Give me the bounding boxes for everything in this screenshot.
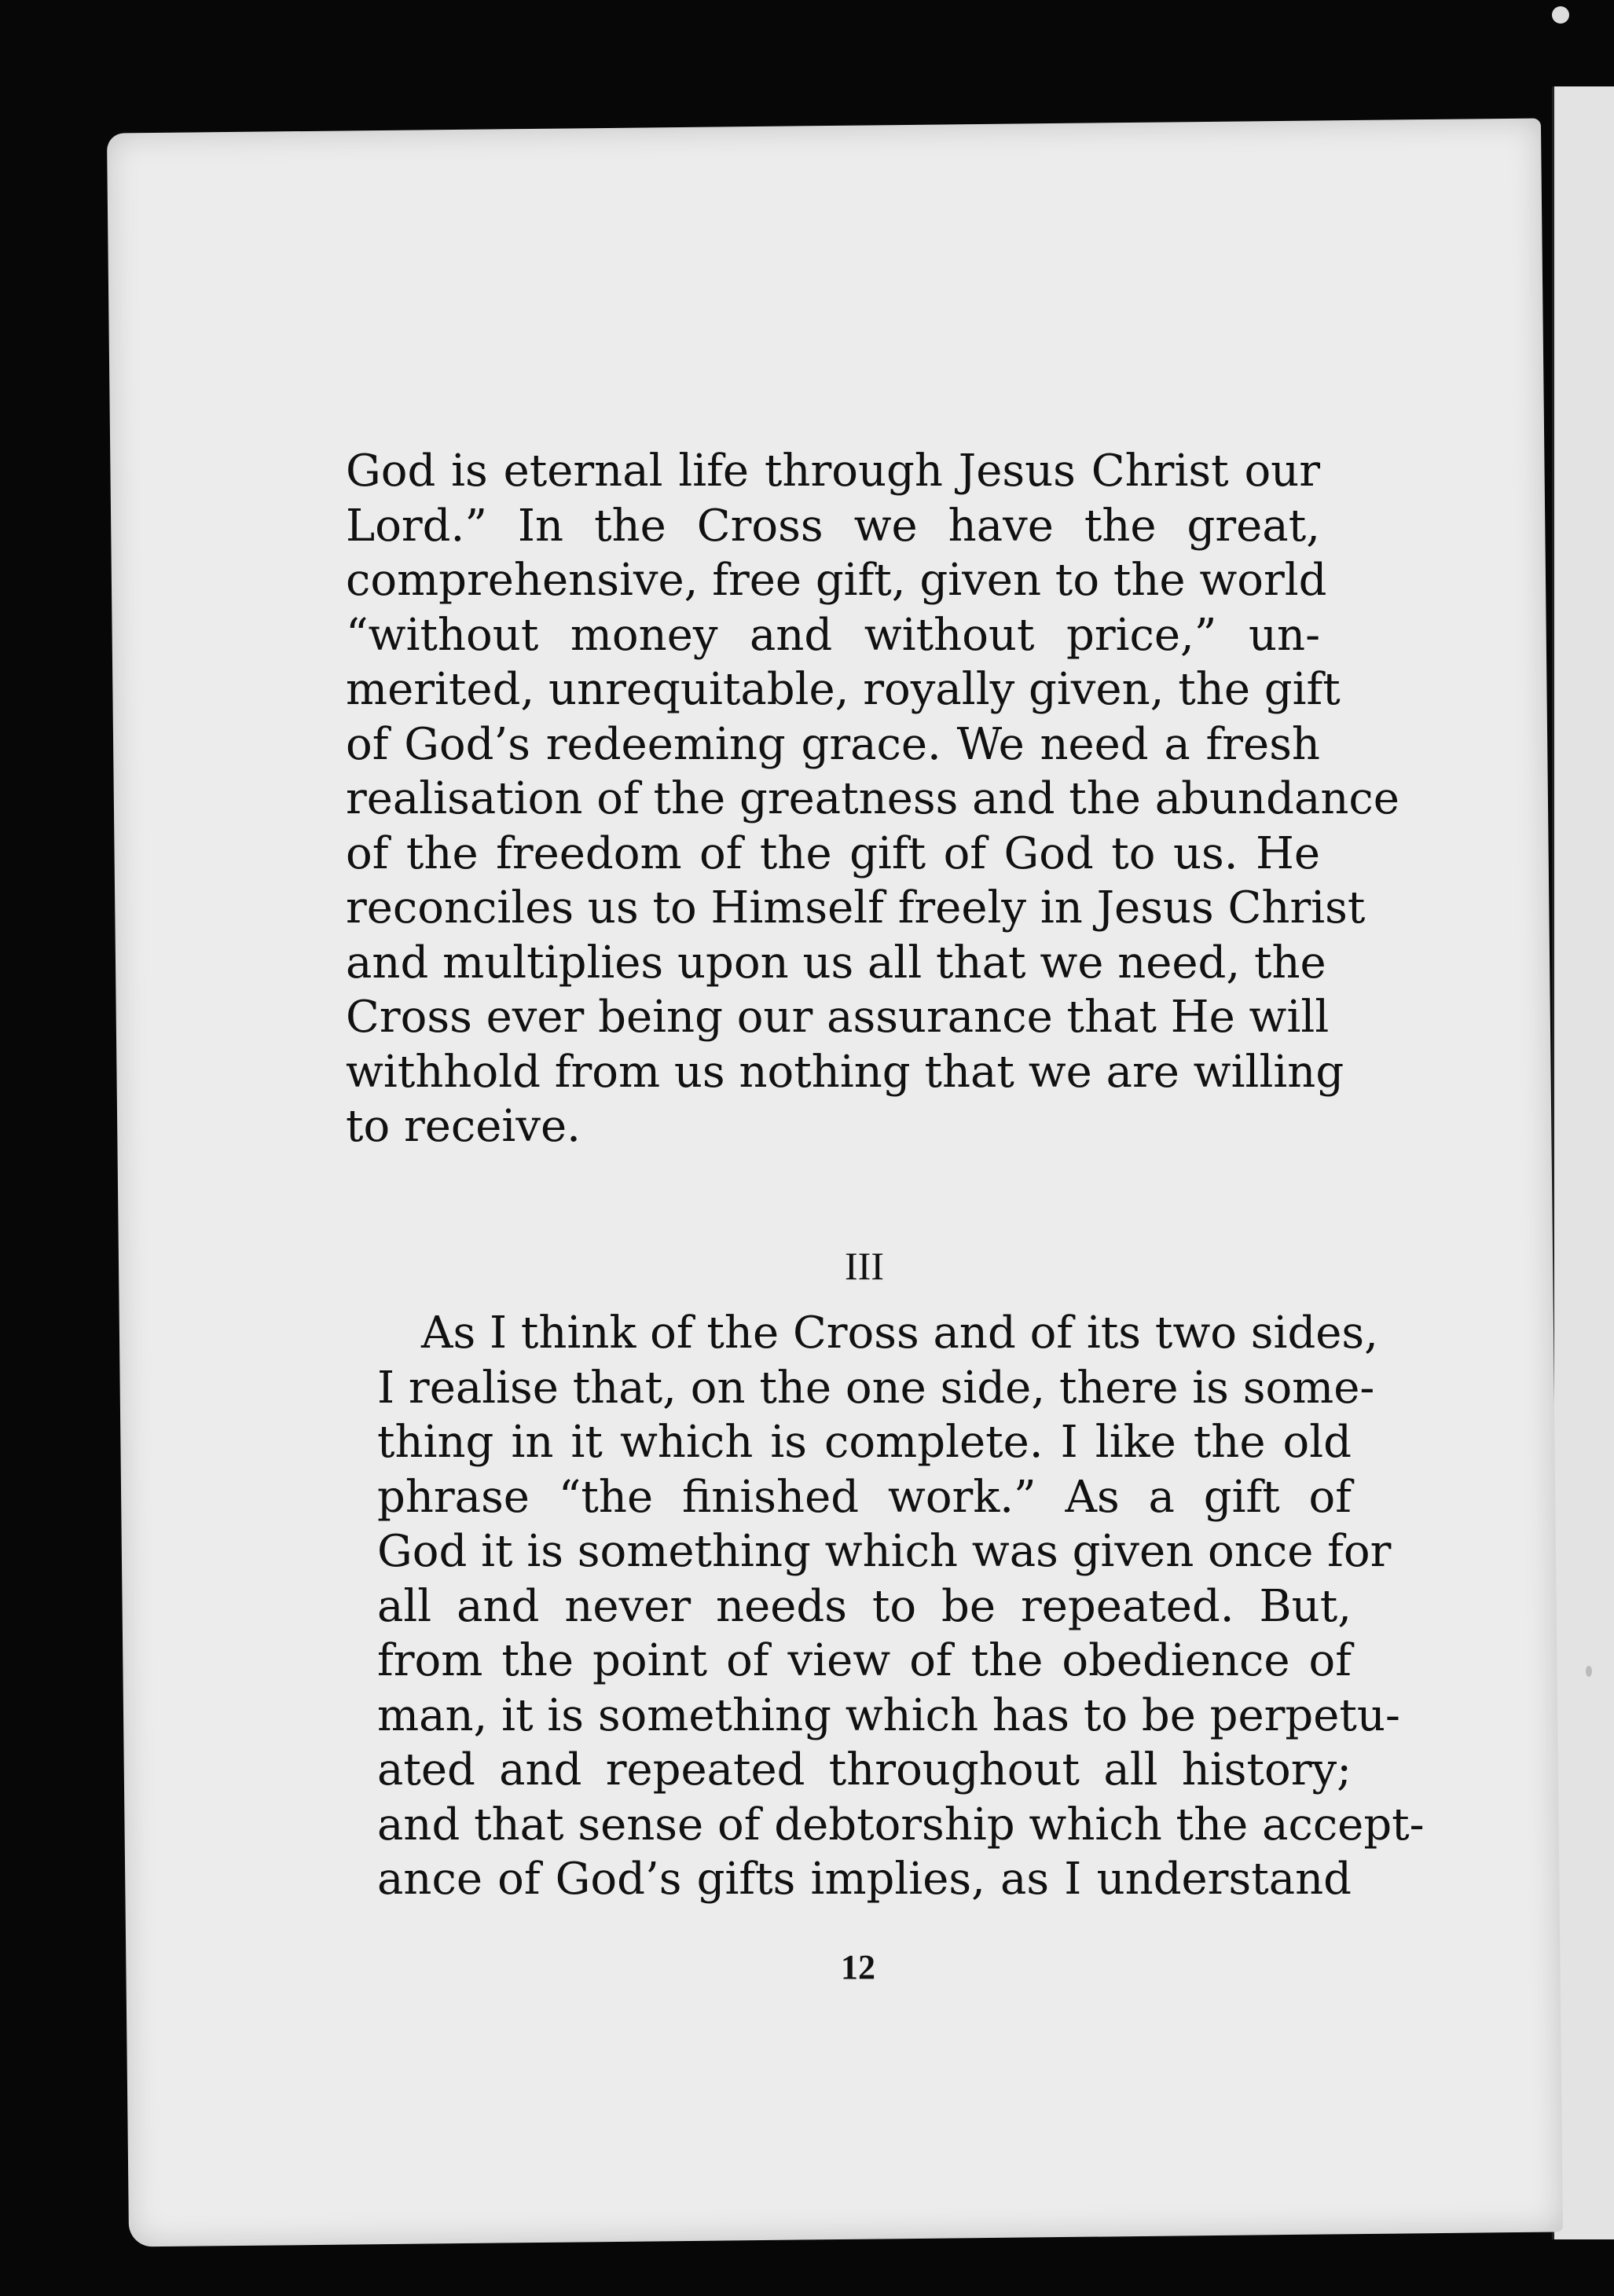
text-line: and multiplies upon us all that we need, the <box>346 937 1326 988</box>
text-line: ance of God’s gifts implies, as I understand <box>377 1854 1352 1905</box>
text-line: ated and repeated throughout all history; <box>377 1744 1352 1795</box>
text-line: God is eternal life through Jesus Christ our <box>346 446 1320 497</box>
book-page <box>107 119 1563 2247</box>
section-heading: III <box>845 1244 884 1288</box>
text-line: I realise that, on the one side, there is some- <box>377 1362 1375 1414</box>
paragraph-continuation <box>346 444 1399 1154</box>
scan-speck <box>1586 1666 1592 1677</box>
text-line: “without money and without price,” un- <box>346 609 1320 661</box>
page-number: 12 <box>841 1948 875 1986</box>
adjacent-page-edge <box>1552 86 1614 2239</box>
paragraph-section-three <box>377 1306 1425 1907</box>
text-line: Cross ever being our assurance that He will <box>346 992 1330 1043</box>
text-line: Lord.” In the Cross we have the great, <box>346 500 1320 552</box>
text-line: thing in it which is complete. I like the old <box>377 1417 1352 1468</box>
text-line: As I think of the Cross and of its two sides, <box>421 1308 1378 1359</box>
text-line: reconciles us to Himself freely in Jesus Christ <box>346 882 1366 933</box>
text-line: of the freedom of the gift of God to us. He <box>346 827 1320 879</box>
text-line: realisation of the greatness and the abundance <box>346 773 1399 824</box>
text-line: to receive. <box>346 1101 581 1152</box>
text-line: man, it is something which has to be perpetu- <box>377 1689 1400 1741</box>
text-line: all and never needs to be repeated. But, <box>377 1580 1352 1632</box>
text-line: comprehensive, free gift, given to the world <box>346 555 1327 606</box>
text-line: from the point of view of the obedience of <box>377 1635 1352 1686</box>
scan-speck <box>1552 6 1569 24</box>
text-line: and that sense of debtorship which the accept- <box>377 1799 1425 1850</box>
text-line: merited, unrequitable, royally given, the gift <box>346 664 1341 715</box>
text-line: withhold from us nothing that we are willing <box>346 1046 1344 1098</box>
text-line: God it is something which was given once for <box>377 1526 1392 1577</box>
text-line: of God’s redeeming grace. We need a fresh <box>346 718 1320 770</box>
text-line: phrase “the finished work.” As a gift of <box>377 1471 1352 1523</box>
